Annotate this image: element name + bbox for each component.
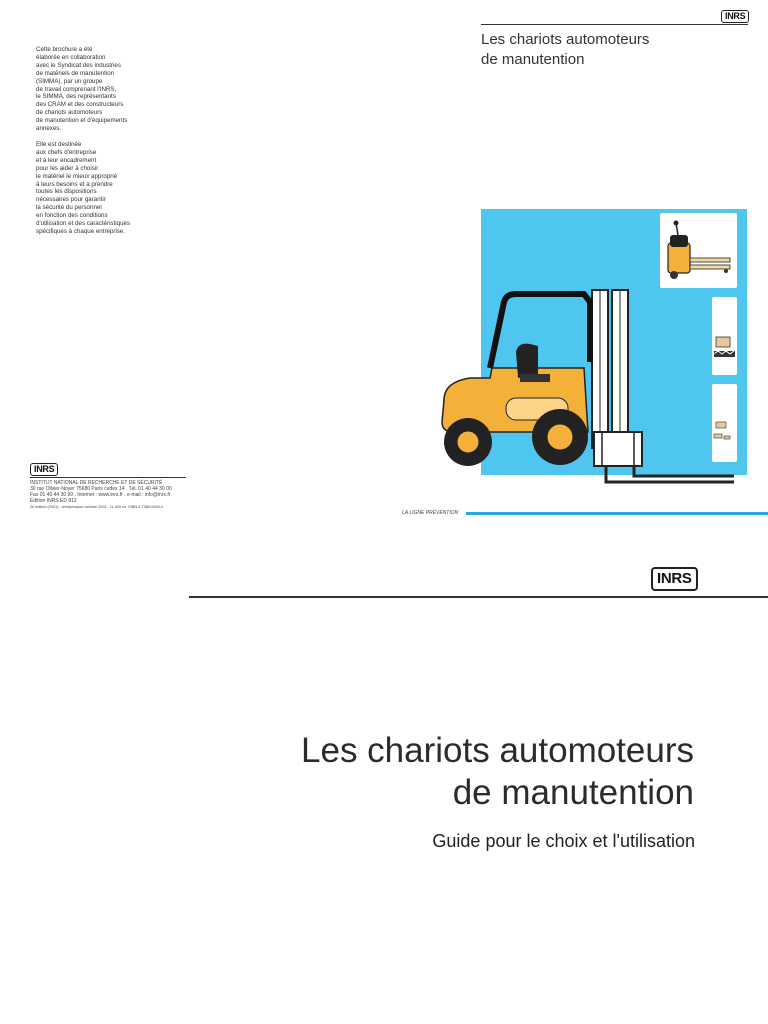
intro-text: [36, 46, 196, 244]
footer-line-4: Édition INRS ED 812: [30, 498, 77, 504]
footer-line-1: INSTITUT NATIONAL DE RECHERCHE ET DE SÉCURITÉ: [30, 480, 163, 486]
inrs-logo: INRS: [721, 10, 749, 23]
series-label: LA LIGNE PRÉVENTION: [402, 510, 459, 516]
title-page-rule: [189, 596, 768, 598]
page-title: [190, 730, 694, 814]
footer-line-5: 2e édition (2001) . réimpression octobre 2002 . 11 000 ex. ISBN 2-7389-0593-2: [30, 505, 164, 509]
footer-line-2: 30 rue Olivier-Noyer 75680 Paris cedex 14 . Tél. 01 40 44 30 00: [30, 486, 172, 492]
forklift-illustration: [434, 282, 734, 494]
cover-title-rule: [481, 24, 748, 25]
intro-paragraph-1: Cette brochure a été élaborée en collaboration avec le Syndicat des industries de matériels de manutention (SIMMA), par un groupe de travail comprenant l'INRS, le SIMMA, des représentants des CRAM et des constructeurs de chariots automoteurs de manutention et d'équipements annexes.: [36, 46, 128, 133]
cover-title-line-1: Les chariots automoteurs: [481, 31, 650, 48]
footer-rule: [30, 477, 186, 478]
inrs-title-logo: INRS: [651, 567, 698, 591]
publisher-footer: [30, 480, 205, 510]
inrs-footer-logo: INRS: [30, 463, 58, 476]
pallet-truck-illustration: [660, 213, 737, 288]
page-title-line-2: de manutention: [452, 773, 694, 812]
cover-title: [481, 30, 751, 70]
pallet-truck-thumbnail: [660, 213, 737, 288]
series-accent-bar: [466, 512, 768, 515]
intro-paragraph-2: Elle est destinée aux chefs d'entreprise et à leur encadrement pour les aider à choisir le matériel le mieux approprié à leurs besoins et à prendre toutes les dispositions nécessaires pour garantir la sécurité du personnel en fonction des conditions d'utilisation et des caractéristiques spécifiques à chaque entreprise.: [36, 140, 131, 235]
page-subtitle: Guide pour le choix et l'utilisation: [432, 831, 695, 851]
page-title-line-1: Les chariots automoteurs: [301, 731, 694, 770]
cover-title-line-2: de manutention: [481, 51, 585, 68]
footer-line-3: Fax 01 40 44 30 99 . Internet : www.inrs.fr . e-mail : info@inrs.fr: [30, 492, 171, 498]
